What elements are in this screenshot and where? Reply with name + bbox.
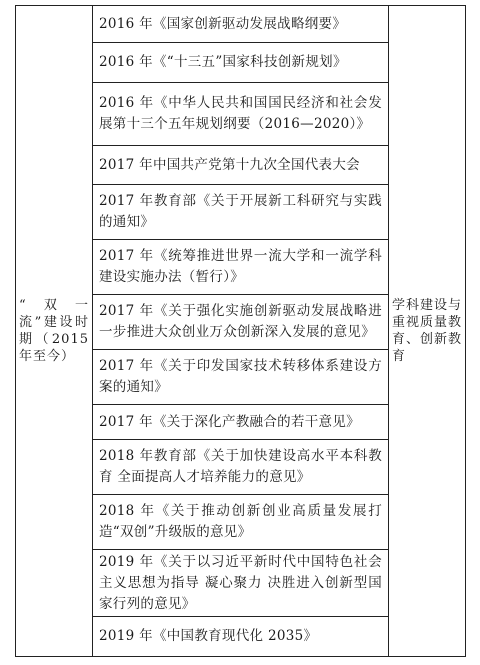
policy-row — [93, 495, 388, 550]
policy-row — [93, 550, 388, 617]
policy-row — [93, 146, 388, 185]
focus-cell — [389, 6, 465, 656]
period-cell — [16, 6, 93, 656]
policy-table — [15, 5, 466, 657]
policy-text: 2017 年教育部《关于开展新工科研究与实践的通知》 — [99, 193, 382, 230]
policy-row — [93, 83, 388, 146]
policy-text: 2018 年教育部《关于加快建设高水平本科教育 全面提高人才培养能力的意见》 — [99, 448, 382, 485]
policy-row — [93, 6, 388, 43]
policy-row — [93, 240, 388, 295]
policy-row — [93, 350, 388, 405]
policy-list — [93, 6, 389, 656]
policy-text: 2016 年《中华人民共和国国民经济和社会发展第十三个五年规划纲要（2016—2020）》 — [99, 95, 382, 132]
policy-text: 2017 年《关于印发国家技术转移体系建设方案的通知》 — [99, 358, 382, 395]
policy-row — [93, 440, 388, 495]
policy-text: 2018 年《关于推动创新创业高质量发展打造“双创”升级版的意见》 — [99, 503, 382, 540]
policy-row — [93, 43, 388, 83]
policy-text: 2017 年《关于强化实施创新驱动发展战略进一步推进大众创业万众创新深入发展的意见》 — [99, 303, 382, 340]
policy-text: 2019 年《中国教育现代化 2035》 — [99, 628, 318, 644]
policy-text: 2016 年《“十三五”国家科技创新规划》 — [99, 54, 347, 70]
policy-text: 2016 年《国家创新驱动发展战略纲要》 — [99, 15, 347, 32]
policy-text: 2017 年中国共产党第十九次全国代表大会 — [99, 156, 360, 173]
policy-row — [93, 295, 388, 350]
policy-text: 2017 年《统筹推进世界一流大学和一流学科建设实施办法（暂行）》 — [99, 248, 382, 285]
policy-row — [93, 617, 388, 656]
policy-text: 2017 年《关于深化产教融合的若干意见》 — [99, 413, 360, 430]
policy-row — [93, 185, 388, 240]
period-label: “双一流”建设时期（2015 年至今） — [19, 298, 89, 364]
policy-text: 2019 年《关于以习近平新时代中国特色社会主义思想为指导 凝心聚力 决胜进入创新型国家行列的意见》 — [99, 553, 382, 612]
focus-label: 学科建设与重视质量教育、创新教育 — [392, 298, 463, 364]
policy-row — [93, 405, 388, 440]
